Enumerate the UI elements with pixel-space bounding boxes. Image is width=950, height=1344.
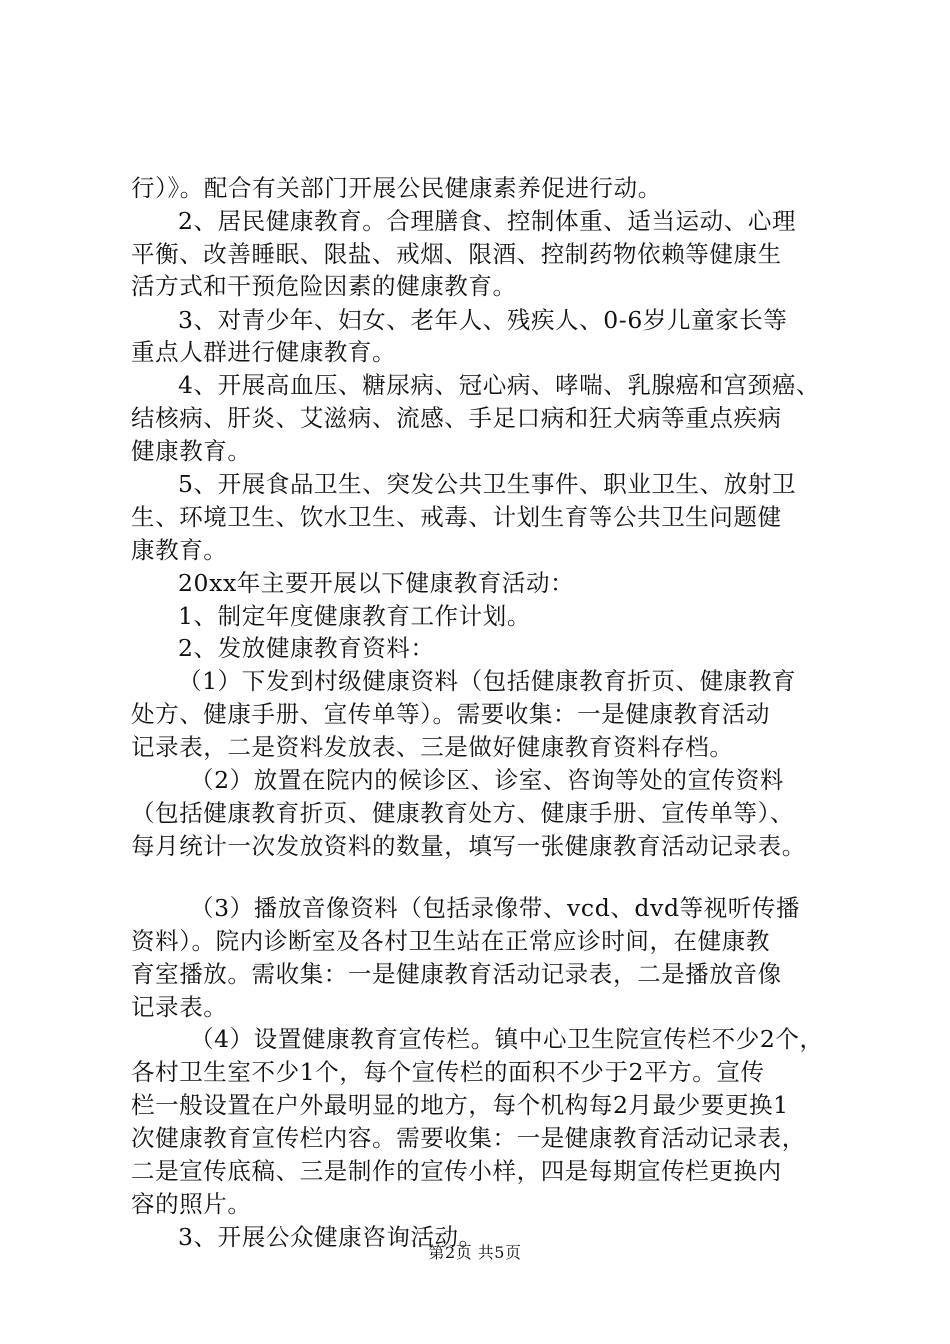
- text-line: （包括健康教育折页、健康教育处方、健康手册、宣传单等）、: [131, 799, 795, 827]
- text-line: 容的照片。: [131, 1190, 252, 1218]
- page-footer: 第2页 共5页: [428, 1243, 522, 1262]
- text-line: 各村卫生室不少1个，每个宣传栏的面积不少于2平方。宣传: [131, 1058, 765, 1086]
- text-line: 康教育。: [131, 536, 228, 564]
- text-line: 健康教育。: [131, 437, 252, 465]
- text-line: 结核病、肝炎、艾滋病、流感、手足口病和狂犬病等重点疾病: [131, 404, 782, 432]
- text-line: 资料）。院内诊断室及各村卫生站在正常应诊时间，在健康教: [131, 927, 770, 955]
- text-line: 次健康教育宣传栏内容。需要收集：一是健康教育活动记录表，: [131, 1124, 806, 1152]
- text-line: 二是宣传底稿、三是制作的宣传小样，四是每期宣传栏更换内: [131, 1157, 782, 1185]
- text-line: 5、开展食品卫生、突发公共卫生事件、职业卫生、放射卫: [178, 470, 797, 498]
- text-line: 生、环境卫生、饮水卫生、戒毒、计划生育等公共卫生问题健: [131, 503, 782, 531]
- text-line: 重点人群进行健康教育。: [131, 338, 397, 366]
- text-line: 处方、健康手册、宣传单等）。需要收集：一是健康教育活动: [131, 700, 770, 728]
- text-line: 2、居民健康教育。合理膳食、控制体重、适当运动、心理: [178, 207, 797, 235]
- text-line: （1）下发到村级健康资料（包括健康教育折页、健康教育: [178, 667, 797, 695]
- text-line: （4）设置健康教育宣传栏。镇中心卫生院宣传栏不少2个，: [190, 1025, 824, 1053]
- text-line: 3、开展公众健康咨询活动。: [178, 1223, 483, 1251]
- text-line: 记录表。: [131, 993, 228, 1021]
- text-line: 3、对青少年、妇女、老年人、残疾人、0-6岁儿童家长等: [178, 306, 788, 334]
- text-line: 4、开展高血压、糖尿病、冠心病、哮喘、乳腺癌和宫颈癌、: [178, 371, 821, 399]
- text-line: 平衡、改善睡眠、限盐、戒烟、限酒、控制药物依赖等健康生: [131, 240, 782, 268]
- text-line: 2、发放健康教育资料：: [178, 634, 435, 662]
- text-line: 栏一般设置在户外最明显的地方，每个机构每2月最少要更换1: [131, 1091, 789, 1119]
- text-line: 活方式和干预危险因素的健康教育。: [131, 272, 517, 300]
- text-line: 20xx年主要开展以下健康教育活动：: [178, 569, 575, 597]
- text-line: （3）播放音像资料（包括录像带、vcd、dvd等视听传播: [190, 894, 801, 922]
- text-line: 行）》。配合有关部门开展公民健康素养促进行动。: [131, 174, 662, 202]
- text-line: 1、制定年度健康教育工作计划。: [178, 602, 531, 630]
- text-line: 每月统计一次发放资料的数量，填写一张健康教育活动记录表。: [131, 832, 806, 860]
- text-line: 育室播放。需收集：一是健康教育活动记录表，二是播放音像: [131, 960, 782, 988]
- text-line: 记录表，二是资料发放表、三是做好健康教育资料存档。: [131, 733, 734, 761]
- text-line: （2）放置在院内的候诊区、诊室、咨询等处的宣传资料: [190, 766, 784, 794]
